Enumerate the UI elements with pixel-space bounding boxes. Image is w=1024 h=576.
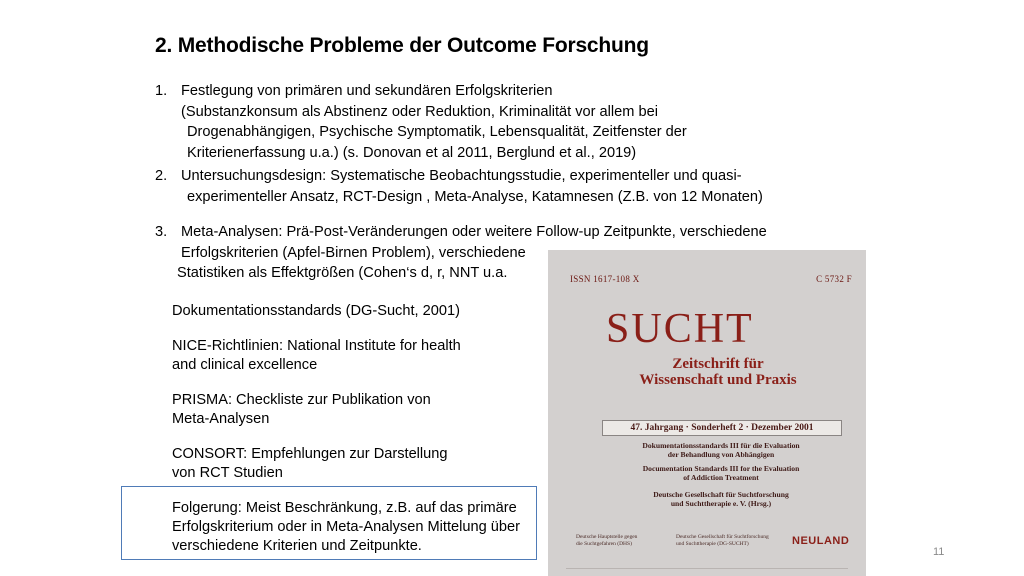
cover-text-english-line-1: Documentation Standards III for the Evaluation [642,464,800,473]
list-item-2-line-1: Untersuchungsdesign: Systematische Beobachtungsstudie, experimenteller und quasi- [181,168,742,184]
prisma-note-line-2: Meta-Analysen [172,411,270,427]
list-number-1: 1. [155,83,168,99]
consort-note-line-2: von RCT Studien [172,465,283,481]
list-item-3-line-1: Meta-Analysen: Prä-Post-Veränderungen oder weitere Follow-up Zeitpunkte, verschiedene [181,224,767,240]
cover-editor-line-1: Deutsche Gesellschaft für Suchtforschung [653,490,789,499]
cover-publisher-dgsucht-line-1: Deutsche Gesellschaft für Suchtforschung [676,534,769,540]
cover-code: C 5732 F [816,274,852,284]
conclusion-line-2: Erfolgskriterium oder in Meta-Analysen Mittelung über [172,519,520,535]
list-item-1-line-1: Festlegung von primären und sekundären Erfolgskriterien [181,83,553,99]
cover-text-german-line-2: der Behandlung von Abhängigen [667,450,775,459]
prisma-note [172,391,431,429]
neuland-logo: NEULAND [792,535,850,547]
consort-note-line-1: CONSORT: Empfehlungen zur Darstellung [172,446,448,462]
cover-text-german [598,441,844,459]
nice-note-line-2: and clinical excellence [172,357,318,373]
list-item-1-line-2: (Substanzkonsum als Abstinenz oder Reduktion, Kriminalität vor allem bei [181,103,658,120]
list-number-2: 2. [155,168,168,184]
cover-subtitle-line-2: Wissenschaft und Praxis [639,372,797,388]
list-item-2-line-2: experimenteller Ansatz, RCT-Design , Meta-Analyse, Katamnesen (Z.B. von 12 Monaten) [187,188,763,205]
prisma-note-line-1: PRISMA: Checkliste zur Publikation von [172,392,431,408]
cover-subtitle [608,356,828,388]
conclusion-note [172,499,520,556]
list-item-1-line-3: Drogenabhängigen, Psychische Symptomatik, Lebensqualität, Zeitfenster der [187,124,687,140]
cover-publisher-dhs-line-1: Deutsche Hauptstelle gegen [576,534,638,540]
cover-editor [598,490,844,508]
list-item-3-line-2: Erfolgskriterien (Apfel-Birnen Problem), verschiedene [181,244,526,261]
cover-text-english-line-2: of Addiction Treatment [683,473,759,482]
cover-divider [566,568,848,569]
cover-issn: ISSN 1617-108 X [570,274,640,284]
doku-standards-note: Dokumentationsstandards (DG-Sucht, 2001) [172,303,460,319]
conclusion-line-3: verschiedene Kriterien und Zeitpunkte. [172,538,422,554]
list-number-3: 3. [155,224,168,240]
cover-issue-band: 47. Jahrgang · Sonderheft 2 · Dezember 2001 [602,420,842,436]
cover-editor-line-2: und Suchttherapie e. V. (Hrsg.) [670,499,772,508]
consort-note [172,445,448,483]
cover-text-german-line-1: Dokumentationsstandards III für die Evaluation [642,441,800,450]
list-item-1 [181,81,687,163]
list-item-3-line-3: Statistiken als Effektgrößen (Cohen‘s d, r, NNT u.a. [177,265,508,281]
slide-title: 2. Methodische Probleme der Outcome Forschung [155,34,649,57]
list-item-1-line-4: Kriterienerfassung u.a.) (s. Donovan et al 2011, Berglund et al., 2019) [187,144,637,161]
journal-cover-image [548,250,866,576]
cover-text-english [598,464,844,482]
conclusion-line-1: Folgerung: Meist Beschränkung, z.B. auf das primäre [172,500,517,516]
page-number: 11 [933,546,945,558]
list-item-2 [181,166,763,207]
cover-publisher-dhs [576,534,664,547]
cover-publisher-dgsucht [676,534,776,547]
cover-subtitle-line-1: Zeitschrift für [672,356,764,372]
cover-publisher-dhs-line-2: die Suchtgefahren (DHS) [576,540,632,547]
nice-note-line-1: NICE-Richtlinien: National Institute for health [172,338,461,354]
nice-note [172,337,461,375]
cover-journal-name: SUCHT [606,306,754,352]
cover-publisher-dgsucht-line-2: und Suchttherapie (DG-SUCHT) [676,540,749,547]
